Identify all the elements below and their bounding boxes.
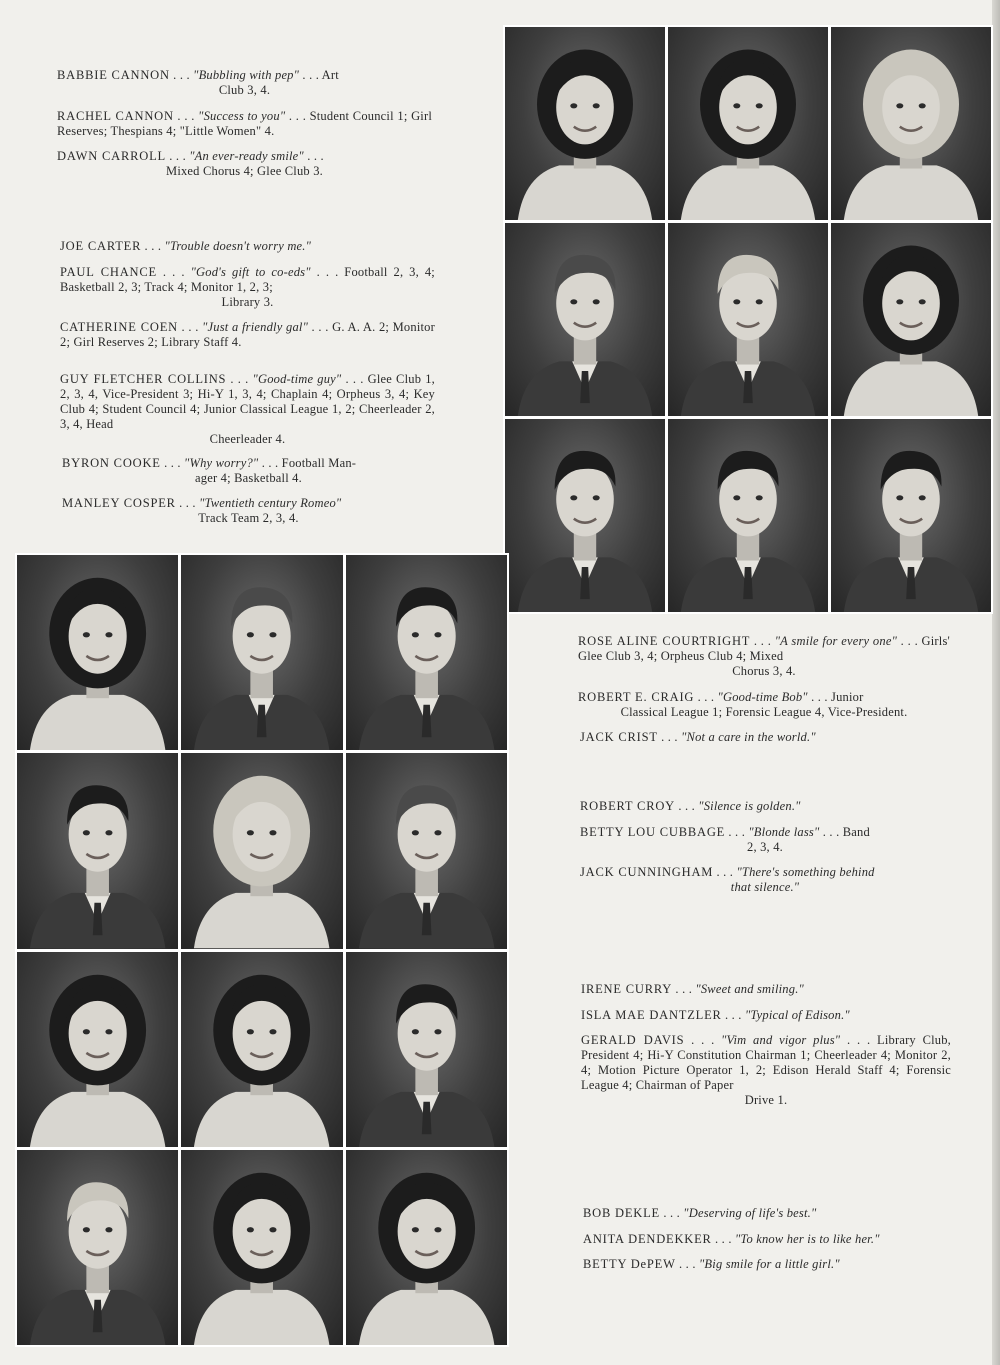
portrait-eye [270,830,277,835]
student-name: BOB DEKLE [583,1206,660,1220]
portrait-eye [105,632,112,637]
motto: "Good-time Bob" [717,690,808,704]
separator: . . . [165,149,190,163]
student-name: JACK CRIST [580,730,658,744]
student-portrait [346,952,507,1147]
bio-guy-fletcher-collins [60,372,435,447]
portrait-eye [247,830,254,835]
activities-cont: Classical League 1; Forensic League 4, Vice-President. [620,705,908,719]
bio-robert-e-craig [578,690,950,720]
portrait-shoulders [30,1091,166,1146]
activities-cont: 2, 3, 4. [747,840,783,854]
page-edge [992,0,1000,1365]
portrait-shoulders [194,893,330,948]
portrait-shoulders [359,1290,495,1345]
motto: "Trouble doesn't worry me." [164,239,312,253]
portrait-eye [411,1029,418,1034]
student-name: GERALD DAVIS [581,1033,685,1047]
student-name: JOE CARTER [60,239,142,253]
motto: "Twentieth century Romeo" [199,496,342,510]
motto: "Success to you" [198,109,286,123]
student-portrait [17,555,178,750]
separator: . . . [725,825,749,839]
separator: . . . [721,1008,745,1022]
separator: . . . [694,690,718,704]
portrait-tie [580,567,590,599]
activities-cont: Mixed Chorus 4; Glee Club 3. [166,164,323,178]
bio-dawn-carroll [57,149,432,179]
student-name: JACK CUNNINGHAM [580,865,714,879]
portrait-shoulders [194,1290,330,1345]
activities-cont: Drive 1. [744,1093,788,1107]
portrait-eye [756,495,763,500]
student-portrait [505,27,665,220]
portrait-tie [906,567,916,599]
separator: . . . [173,109,199,123]
activities: . . . Student Council 1; Girl Reserves; Thespians 4; "Little Women" 4. [57,109,433,138]
bio-catherine-coen [60,320,435,350]
portrait-eye [247,1227,254,1232]
student-name: GUY FLETCHER COLLINS [60,372,227,386]
portrait-eye [919,299,926,304]
motto: "Deserving of life's best." [683,1206,817,1220]
activities-cont: ager 4; Basketball 4. [195,471,302,485]
portrait-eye [919,495,926,500]
student-name: ROSE ALINE COURTRIGHT [578,634,751,648]
motto: "Not a care in the world." [681,730,816,744]
activities: . . . G. A. A. 2; Monitor 2; Girl Reserves 2; Library Staff 4. [60,320,435,349]
student-name: ROBERT CROY [580,799,675,813]
student-portrait [181,753,342,948]
bio-jack-cunningham [580,865,950,895]
portrait-eye [270,1227,277,1232]
activities: . . . [303,149,324,163]
activities: . . . Art [299,68,339,82]
student-portrait [831,27,991,220]
portrait-eye [733,299,740,304]
bio-anita-dendekker [583,1232,953,1247]
separator: . . . [675,799,699,813]
portrait-eye [896,299,903,304]
portrait-tie [580,371,590,403]
activities-cont: Chorus 3, 4. [732,664,796,678]
portrait-eye [105,830,112,835]
portrait-eye [411,632,418,637]
student-name: BETTY LOU CUBBAGE [580,825,726,839]
motto: "An ever-ready smile" [189,149,304,163]
activities-cont: Library 3. [221,295,274,309]
student-portrait [17,952,178,1147]
activities-cont: Track Team 2, 3, 4. [198,511,299,525]
student-portrait [668,419,828,612]
student-portrait [505,419,665,612]
separator: . . . [684,1033,722,1047]
portrait-eye [434,632,441,637]
portrait-tie [93,1299,103,1332]
portrait-eye [105,1029,112,1034]
motto: "A smile for every one" [774,634,898,648]
separator: . . . [672,982,696,996]
portrait-eye [434,1029,441,1034]
portrait-eye [733,103,740,108]
portrait-eye [83,632,90,637]
bio-rose-aline-courtright [578,634,950,679]
bio-manley-cosper [62,496,435,526]
activities-cont: Club 3, 4. [218,83,271,97]
student-portrait [831,419,991,612]
portrait-tie [421,705,431,738]
portrait-eye [756,103,763,108]
portrait-eye [247,1029,254,1034]
portrait-eye [593,495,600,500]
portrait-shoulders [518,165,652,220]
portrait-tie [257,705,267,738]
portrait-eye [919,103,926,108]
student-portrait [181,555,342,750]
portrait-eye [570,103,577,108]
activities: . . . Band [819,825,870,839]
portrait-eye [270,632,277,637]
activities-cont: Cheerleader 4. [209,432,286,446]
motto: "Bubbling with pep" [193,68,300,82]
separator: . . . [178,320,203,334]
bio-betty-lou-cubbage [580,825,950,855]
portrait-eye [434,830,441,835]
motto: "God's gift to co-eds" [190,265,311,279]
separator: . . . [713,865,737,879]
motto: "Why worry?" [184,456,259,470]
portrait-eye [593,103,600,108]
portrait-tie [421,1101,431,1134]
separator: . . . [141,239,165,253]
student-portrait [17,753,178,948]
student-name: IRENE CURRY [581,982,673,996]
motto: "Just a friendly gal" [202,320,309,334]
bio-bob-dekle [583,1206,953,1221]
portrait-eye [270,1029,277,1034]
bio-jack-crist [580,730,950,745]
portrait-eye [896,103,903,108]
separator: . . . [750,634,775,648]
bio-robert-croy [580,799,950,814]
student-portrait [17,1150,178,1345]
bio-byron-cooke [62,456,435,486]
bio-isla-mae-dantzler [581,1008,951,1023]
portrait-tie [421,903,431,936]
activities: . . . Glee Club 1, 2, 3, 4, Vice-President 3; Hi-Y 1, 3, 4; Chaplain 4; Orpheus 3, 4; Key Club 4; Student Council 4; Junior Classical League 1, 2; Cheerleader 2, 3, 4, Head [60,372,435,431]
portrait-tie [743,371,753,403]
photo-grid-top-right [503,25,993,614]
separator: . . . [660,1206,684,1220]
student-name: ROBERT E. CRAIG [578,690,695,704]
activities: . . . Girls' Glee Club 3, 4; Orpheus Club 4; Mixed [578,634,950,663]
portrait-tie [93,903,103,936]
student-portrait [181,1150,342,1345]
student-portrait [831,223,991,416]
portrait-eye [411,830,418,835]
student-name: RACHEL CANNON [57,109,174,123]
student-portrait [346,555,507,750]
separator: . . . [711,1232,735,1246]
portrait-eye [411,1227,418,1232]
bio-rachel-cannon [57,109,432,139]
portrait-shoulders [30,695,166,750]
separator: . . . [175,496,200,510]
activities: . . . Library Club, President 4; Hi-Y Constitution Chairman 1; Cheerleader 4; Monitor 2, 4; Motion Picture Operator 1, 2; Edison Herald Staff 4; Forensic League 4; Chairman of Paper [581,1033,952,1092]
bio-joe-carter [60,239,435,254]
portrait-eye [83,1227,90,1232]
student-portrait [668,27,828,220]
motto: "Blonde lass" [748,825,820,839]
portrait-eye [434,1227,441,1232]
photo-grid-bottom-left [15,553,509,1347]
student-portrait [346,753,507,948]
student-name: BABBIE CANNON [57,68,170,82]
activities: . . . Football Man- [258,456,357,470]
portrait-eye [733,495,740,500]
bio-paul-chance [60,265,435,310]
student-name: BETTY DePEW [583,1257,676,1271]
portrait-eye [570,495,577,500]
student-name: PAUL CHANCE [60,265,157,279]
portrait-eye [570,299,577,304]
separator: . . . [657,730,682,744]
motto: "Good-time guy" [252,372,342,386]
student-name: MANLEY COSPER [62,496,176,510]
bio-betty-depew [583,1257,953,1272]
separator: . . . [675,1257,699,1271]
portrait-tie [743,567,753,599]
separator: . . . [160,456,185,470]
portrait-eye [105,1227,112,1232]
separator: . . . [169,68,194,82]
activities: . . . Football 2, 3, 4; Basketball 2, 3; Track 4; Monitor 1, 2, 3; [60,265,435,294]
student-portrait [181,952,342,1147]
portrait-shoulders [681,165,815,220]
portrait-shoulders [844,361,978,416]
motto: "To know her is to like her." [734,1232,880,1246]
portrait-eye [896,495,903,500]
separator: . . . [156,265,191,279]
portrait-eye [247,632,254,637]
motto: "Vim and vigor plus" [721,1033,841,1047]
student-name: ANITA DENDEKKER [583,1232,712,1246]
motto: "Sweet and smiling." [695,982,804,996]
bio-babbie-cannon [57,68,432,98]
bio-gerald-davis [581,1033,951,1108]
student-name: BYRON COOKE [62,456,161,470]
student-name: CATHERINE COEN [60,320,178,334]
student-portrait [505,223,665,416]
portrait-eye [83,830,90,835]
student-name: ISLA MAE DANTZLER [581,1008,722,1022]
portrait-eye [593,299,600,304]
motto: "There's something behind [736,865,875,879]
portrait-eye [83,1029,90,1034]
motto: "Silence is golden." [698,799,801,813]
motto: "Big smile for a little girl." [698,1257,840,1271]
bio-irene-curry [581,982,951,997]
student-portrait [668,223,828,416]
portrait-shoulders [844,165,978,220]
portrait-eye [756,299,763,304]
motto-cont: that silence." [730,880,800,894]
motto: "Typical of Edison." [744,1008,850,1022]
student-portrait [346,1150,507,1345]
activities: . . . Junior [807,690,864,704]
portrait-shoulders [194,1091,330,1146]
separator: . . . [226,372,253,386]
student-name: DAWN CARROLL [57,149,166,163]
